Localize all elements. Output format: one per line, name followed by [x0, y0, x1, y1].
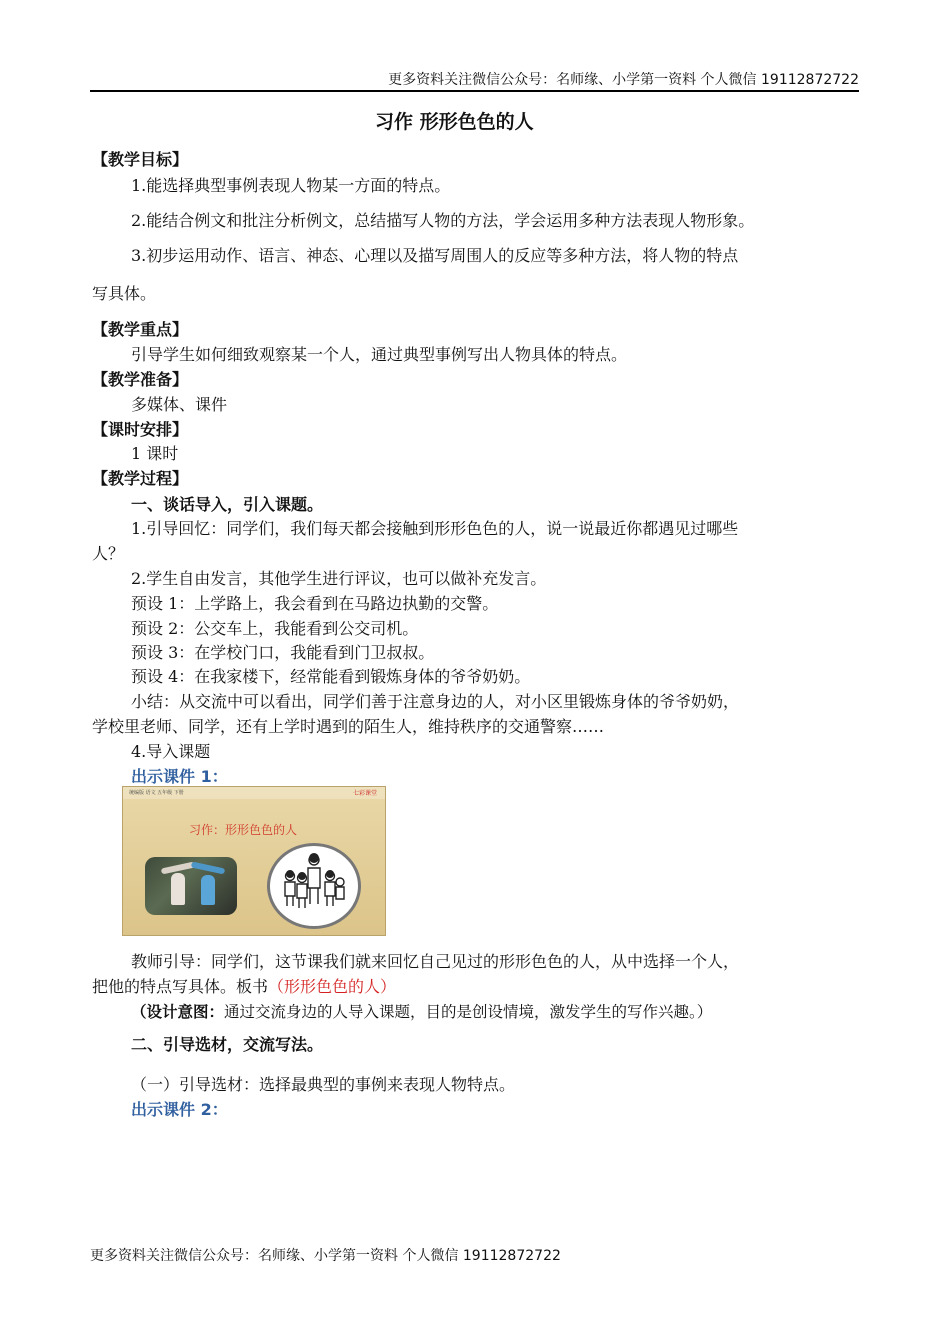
focus-text: 引导学生如何细致观察某一个人，通过典型事例写出人物具体的特点。	[131, 345, 628, 364]
schedule-text: 1 课时	[131, 444, 179, 463]
summary-line1: 小结：从交流中可以看出，同学们善于注意身边的人，对小区里锻炼身体的爷爷奶奶，	[131, 692, 740, 711]
part2-heading: 二、引导选材，交流写法。	[131, 1035, 324, 1054]
board-text: （形形色色的人）	[268, 977, 397, 996]
p4-text: 4.导入课题	[131, 742, 211, 761]
prep-heading: 【教学准备】	[92, 370, 189, 389]
slide-title: 习作：形形色色的人	[189, 823, 298, 837]
design-label: （设计意图：	[131, 1003, 225, 1021]
p1-line2: 人？	[92, 544, 125, 563]
preset-4: 预设 4：在我家楼下，经常能看到锻炼身体的爷爷奶奶。	[131, 667, 531, 686]
summary-line2: 学校里老师、同学，还有上学时遇到的陌生人，维持秩序的交通警察……	[92, 717, 605, 736]
teacher-line1: 教师引导：同学们，这节课我们就来回忆自己见过的形形色色的人，从中选择一个人，	[131, 952, 740, 971]
teacher-line2: 把他的特点写具体。板书	[92, 977, 269, 996]
page-title: 习作 形形色色的人	[375, 111, 534, 133]
courseware-2-label: 出示课件 2：	[131, 1100, 228, 1119]
design-text: 通过交流身边的人导入课题，目的是创设情境，激发学生的写作兴趣。）	[224, 1003, 713, 1021]
goals-heading: 【教学目标】	[92, 150, 189, 169]
courseware-1-label: 出示课件 1：	[131, 767, 228, 786]
preset-2: 预设 2：公交车上，我能看到公交司机。	[131, 619, 419, 638]
prep-text: 多媒体、课件	[131, 395, 228, 414]
sub1-text: （一）引导选材：选择最典型的事例来表现人物特点。	[131, 1075, 516, 1094]
goal-item-2: 2.能结合例文和批注分析例文，总结描写人物的方法，学会运用多种方法表现人物形象。	[131, 211, 755, 230]
focus-heading: 【教学重点】	[92, 320, 189, 339]
page-header	[90, 66, 859, 92]
goal-item-3-cont: 写具体。	[92, 284, 157, 303]
goal-item-1: 1.能选择典型事例表现人物某一方面的特点。	[131, 176, 451, 195]
exercise-photo	[145, 857, 237, 915]
goal-item-3: 3.初步运用动作、语言、神态、心理以及描写周围人的反应等多种方法，将人物的特点	[131, 246, 739, 265]
preset-3: 预设 3：在学校门口，我能看到门卫叔叔。	[131, 643, 435, 662]
p1-line1: 1.引导回忆：同学们，我们每天都会接触到形形色色的人，说一说最近你都遇见过哪些	[131, 519, 739, 538]
courseware-slide-1	[122, 786, 386, 936]
preset-1: 预设 1：上学路上，我会看到在马路边执勤的交警。	[131, 594, 499, 613]
page-footer: 更多资料关注微信公众号：名师缘、小学第一资料 个人微信 19112872722	[90, 1248, 561, 1264]
slide-logo: 七彩课堂	[352, 790, 377, 797]
teacher-line2-wrap	[92, 977, 396, 997]
schedule-heading: 【课时安排】	[92, 420, 189, 439]
process-heading: 【教学过程】	[92, 469, 189, 488]
part1-heading: 一、谈话导入，引入课题。	[131, 495, 324, 514]
design-intent	[131, 1002, 712, 1022]
header-text: 更多资料关注微信公众号：名师缘、小学第一资料 个人微信 19112872722	[388, 72, 859, 88]
slide-menu: 统编版 语文 五年级 下册	[129, 790, 184, 796]
p2-text: 2.学生自由发言，其他学生进行评议，也可以做补充发言。	[131, 569, 547, 588]
people-illustration	[267, 843, 361, 929]
